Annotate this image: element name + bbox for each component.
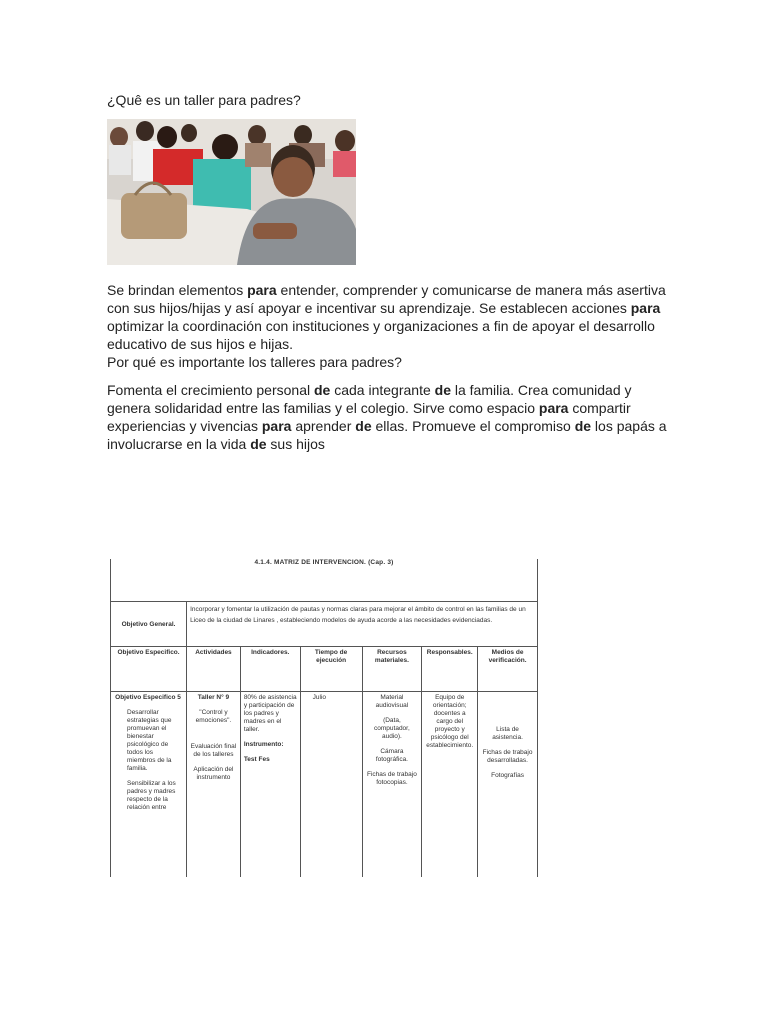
recurso-item: Fichas de trabajo fotocopias. [366, 771, 417, 786]
matrix-title-cell [111, 559, 538, 602]
actividad-item: Aplicación del instrumento [193, 766, 234, 781]
intervention-matrix [110, 559, 538, 877]
indicador-item: Instrumento: [243, 741, 284, 748]
cell-recursos [362, 692, 422, 878]
matrix-title: 4.1.4. MATRIZ DE INTERVENCIÓN. (Cap. 3) [254, 559, 394, 566]
matrix-table [110, 559, 538, 877]
header-responsables: Responsables. [422, 647, 478, 692]
medio-item: Lista de asistencia. [492, 726, 523, 741]
workshop-photo [107, 119, 356, 265]
workshop-photo-icon [107, 119, 356, 265]
paragraph-what-is: Se brindan elementos para entender, comprender y comunicarse de manera más asertiva con sus hijos/hijas y así apoyar e incentivar su aprendizaje. Se establecen acciones para optimizar la coordinación con instituciones y organizaciones a fin de apoyar el desarrollo educativo de sus hijos e hijas. [107, 282, 666, 352]
header-tiempo: Tiempo de ejecución [300, 647, 362, 692]
header-objetivo: Objetivo Especifico. [111, 647, 187, 692]
actividad-item: Evaluación final de los talleres [190, 743, 237, 758]
cell-medios [478, 692, 538, 878]
indicador-item: 80% de asistencia y participación de los padres y madres en el taller. [243, 694, 297, 733]
objetivo-title: Objetivo Especifico 5 [115, 694, 181, 701]
paragraph-why-important: Fomenta el crecimiento personal de cada integrante de la familia. Crea comunidad y genera solidaridad entre las familias y el colegio. Sirve como espacio para compartir experiencias y vivencias para aprender de ellas. Promueve el compromiso de los papás a involucrarse en la vida de sus hijos [107, 382, 667, 452]
medio-item: Fotografías [491, 772, 524, 779]
objetivo-general-text: Incorporar y fomentar la utilización de pautas y normas claras para mejorar el ámbito de control en las familias de un Liceo de la ciudad de Linares , estableciendo modelos de ayuda acorde a las necesidades evidenciadas. [187, 602, 538, 647]
header-medios: Medios de verificación. [478, 647, 538, 692]
cell-indicadores [240, 692, 300, 878]
header-recursos: Recursos materiales. [362, 647, 422, 692]
cell-responsables: Equipo de orientación; docentes a cargo del proyecto y psicólogo del establecimiento. [422, 692, 478, 878]
objetivo-general-label: Objetivo General. [111, 602, 187, 647]
actividad-item: "Control y emociones". [195, 709, 232, 724]
objetivo-item: Desarrollar estrategias que promuevan el bienestar psicológico de todos los miembros de la familia. [127, 709, 172, 772]
indicador-item: Test Fes [243, 756, 270, 763]
medio-item: Fichas de trabajo desarrolladas. [482, 749, 533, 764]
heading-question: ¿Quê es un taller para padres? [107, 92, 301, 108]
actividad-item: Taller N° 9 [197, 694, 230, 701]
header-indicadores: Indicadores. [240, 647, 300, 692]
cell-tiempo: Julio [300, 692, 362, 878]
recurso-item: Cámara fotográfica. [375, 748, 408, 763]
cell-actividades [187, 692, 241, 878]
cell-objetivo-especifico [111, 692, 187, 878]
recurso-item: Material audiovisual [375, 694, 409, 709]
recurso-item: (Data, computador, audio). [374, 717, 410, 740]
header-actividades: Actividades [187, 647, 241, 692]
heading-why-important: Por qué es importante los talleres para padres? [107, 354, 402, 370]
objetivo-item: Sensibilizar a los padres y madres respecto de la relación entre [127, 780, 176, 811]
